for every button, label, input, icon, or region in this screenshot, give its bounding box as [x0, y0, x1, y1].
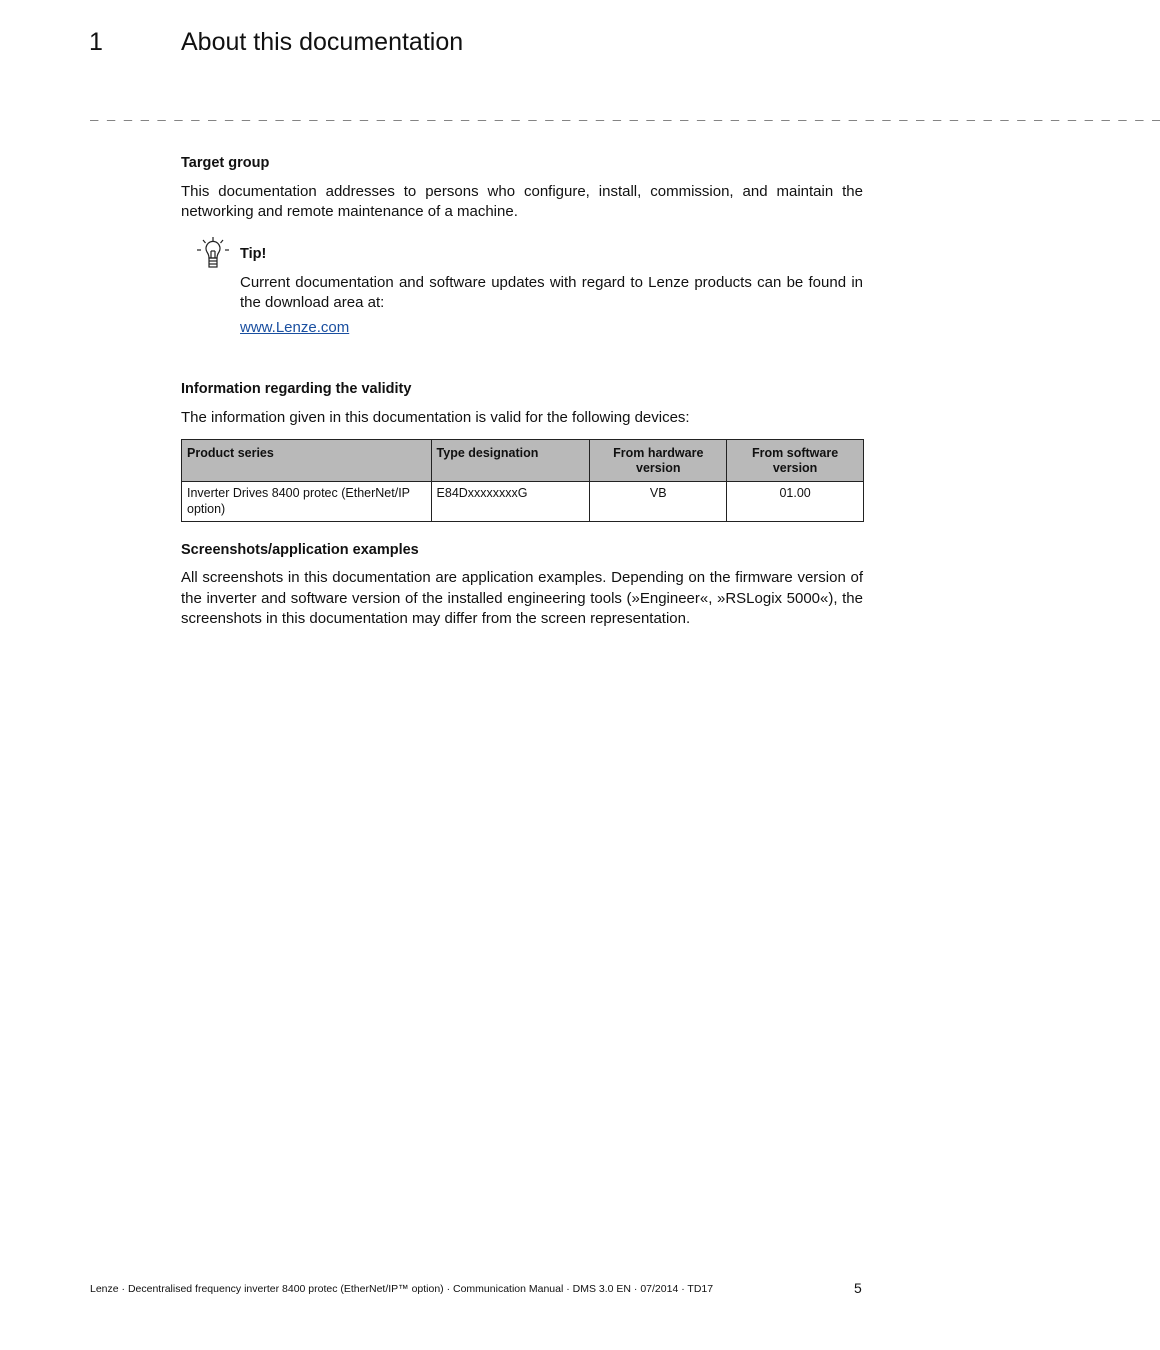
tip-label: Tip!	[240, 246, 267, 262]
lenze-website-link[interactable]: www.Lenze.com	[240, 319, 350, 336]
header-separator: _ _ _ _ _ _ _ _ _ _ _ _ _ _ _ _ _ _ _ _ _ _ _ _ _ _ _ _ _ _ _ _ _ _ _ _ _ _ _ _ _ _ _ _ _ _ _ _ _ _ _ _ _ _ _ _ _ _ _ _ _ _ _ _	[90, 105, 1160, 121]
target-group-body	[181, 182, 863, 221]
validity-heading: Information regarding the validity	[181, 381, 412, 397]
tip-body	[240, 273, 863, 312]
table-cell: 01.00	[727, 482, 864, 522]
table-cell: E84DxxxxxxxxG	[431, 482, 590, 522]
screenshots-body	[181, 568, 863, 630]
page-number: 5	[854, 1280, 862, 1296]
validity-text: The information given in this documentation is valid for the following devices:	[181, 409, 690, 426]
screenshots-heading: Screenshots/application examples	[181, 542, 419, 558]
chapter-number: 1	[89, 28, 103, 56]
tip-link-row	[240, 319, 863, 337]
screenshots-text: All screenshots in this documentation are application examples. Depending on the firmware version of the inverter and software version of the installed engineering tools (»Engineer«, »RSLogix 5000«), the screenshots in this documentation may differ from the screen representation.	[181, 569, 863, 627]
validity-table	[181, 439, 864, 522]
lightbulb-icon	[196, 236, 230, 270]
target-group-section	[181, 155, 863, 171]
screenshots-section	[181, 542, 863, 558]
table-header-row	[182, 440, 864, 482]
tip-text: Current documentation and software updates with regard to Lenze products can be found in the download area at:	[240, 274, 863, 311]
table-row	[182, 482, 864, 522]
tip-block	[240, 246, 863, 262]
table-header-cell: Product series	[182, 440, 432, 482]
table-header-cell: From software version	[727, 440, 864, 482]
validity-section	[181, 381, 863, 397]
validity-body	[181, 408, 863, 428]
chapter-title: About this documentation	[181, 28, 464, 56]
target-group-text: This documentation addresses to persons who configure, install, commission, and maintain the networking and remote maintenance of a machine.	[181, 183, 863, 220]
footer-text: Lenze · Decentralised frequency inverter 8400 protec (EtherNet/IP™ option) · Communication Manual · DMS 3.0 EN · 07/2014 · TD17	[90, 1283, 714, 1295]
table-header-cell: Type designation	[431, 440, 590, 482]
table-cell: Inverter Drives 8400 protec (EtherNet/IP option)	[182, 482, 432, 522]
target-group-heading: Target group	[181, 155, 270, 171]
table-header-cell: From hardware version	[590, 440, 727, 482]
table-cell: VB	[590, 482, 727, 522]
